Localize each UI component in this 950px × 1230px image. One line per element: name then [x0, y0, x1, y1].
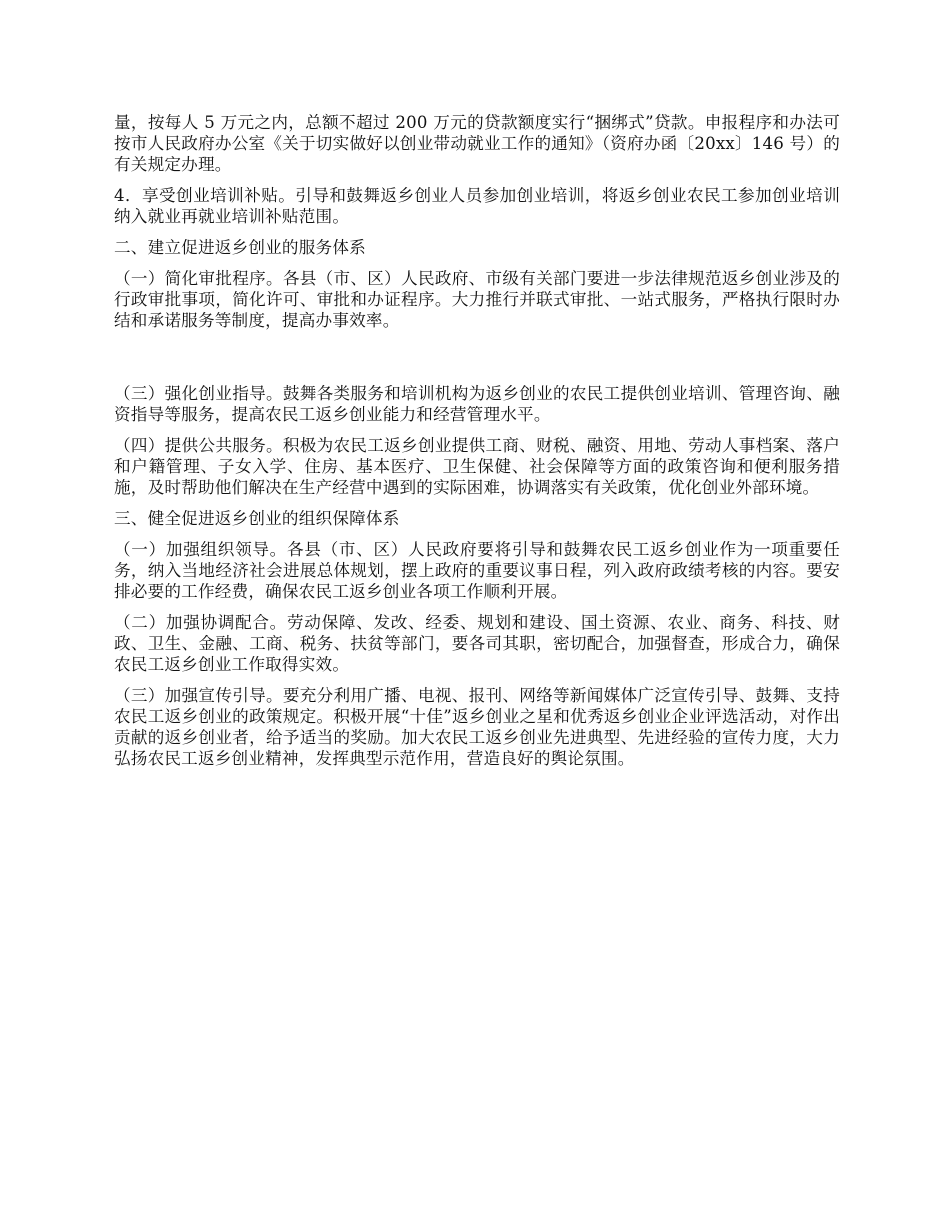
- document-page: [114, 112, 840, 769]
- section-heading-service-system: 二、建立促进返乡创业的服务体系: [114, 238, 366, 257]
- paragraph-public-services: （四）提供公共服务。积极为农民工返乡创业提供工商、财税、融资、用地、劳动人事档案、落户和户籍管理、子女入学、住房、基本医疗、卫生保健、社会保障等方面的政策咨询和便利服务措施，及时帮助他们解决在生产经营中遇到的实际困难，协调落实有关政策，优化创业外部环境。: [114, 436, 840, 497]
- paragraph-leadership: （一）加强组织领导。各县（市、区）人民政府要将引导和鼓舞农民工返乡创业作为一项重要任务，纳入当地经济社会进展总体规划，摆上政府的重要议事日程，列入政府政绩考核的内容。要安排必要的工作经费，确保农民工返乡创业各项工作顺利开展。: [114, 540, 840, 601]
- paragraph-training-subsidy: 4．享受创业培训补贴。引导和鼓舞返乡创业人员参加创业培训，将返乡创业农民工参加创业培训纳入就业再就业培训补贴范围。: [114, 186, 840, 226]
- paragraph-entrepreneurship-guidance: （三）强化创业指导。鼓舞各类服务和培训机构为返乡创业的农民工提供创业培训、管理咨询、融资指导等服务，提高农民工返乡创业能力和经营管理水平。: [114, 384, 840, 424]
- paragraph-loan-continuation: 量，按每人 5 万元之内，总额不超过 200 万元的贷款额度实行“捆绑式”贷款。申报程序和办法可按市人民政府办公室《关于切实做好以创业带动就业工作的通知》（资府办函〔20xx〕146 号）的有关规定办理。: [114, 113, 840, 174]
- section-heading-organization-system: 三、健全促进返乡创业的组织保障体系: [114, 509, 400, 528]
- paragraph-simplify-approval: （一）简化审批程序。各县（市、区）人民政府、市级有关部门要进一步法律规范返乡创业涉及的行政审批事项，简化许可、审批和办证程序。大力推行并联式审批、一站式服务，严格执行限时办结和承诺服务等制度，提高办事效率。: [114, 269, 840, 330]
- paragraph-publicity: （三）加强宣传引导。要充分利用广播、电视、报刊、网络等新闻媒体广泛宣传引导、鼓舞、支持农民工返乡创业的政策规定。积极开展“十佳”返乡创业之星和优秀返乡创业企业评选活动，对作出贡献的返乡创业者，给予适当的奖励。加大农民工返乡创业先进典型、先进经验的宣传力度，大力弘扬农民工返乡创业精神，发挥典型示范作用，营造良好的舆论氛围。: [114, 686, 840, 768]
- paragraph-coordination: （二）加强协调配合。劳动保障、发改、经委、规划和建设、国土资源、农业、商务、科技、财政、卫生、金融、工商、税务、扶贫等部门，要各司其职，密切配合，加强督查，形成合力，确保农民工返乡创业工作取得实效。: [114, 613, 840, 674]
